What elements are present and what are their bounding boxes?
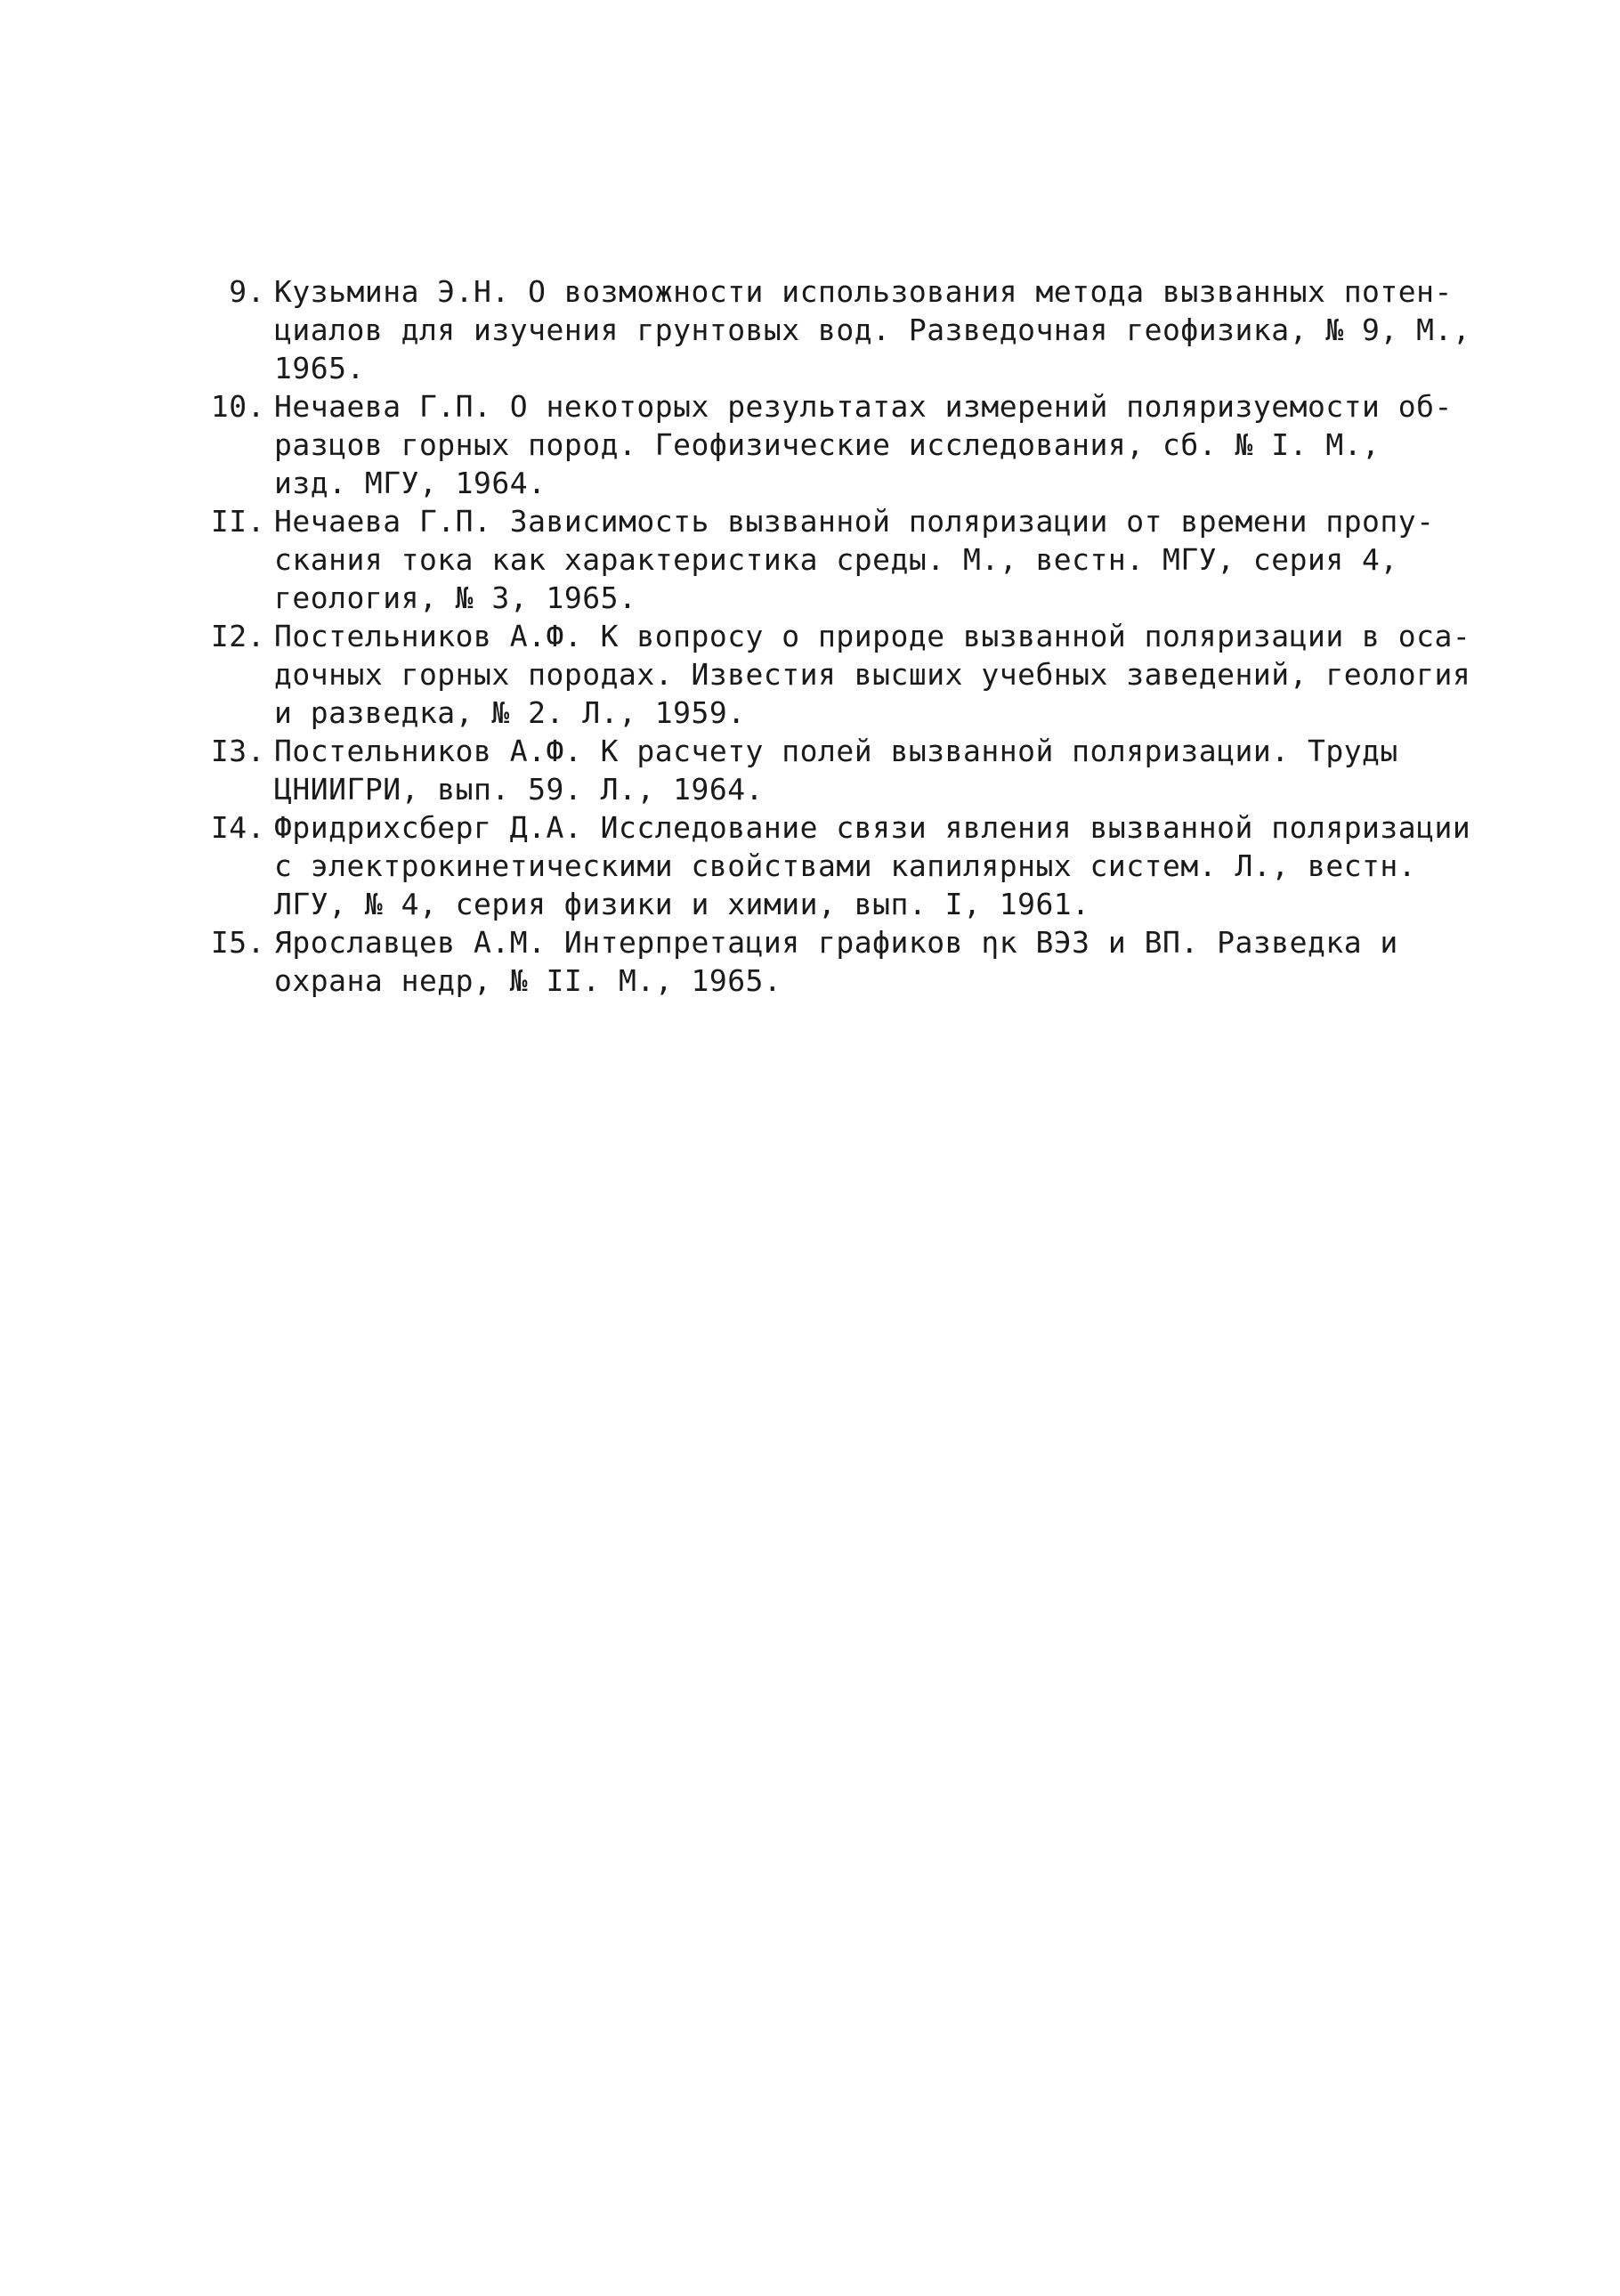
reference-text-line: скания тока как характеристика среды. М., вестн. МГУ, серия 4, — [274, 542, 1398, 577]
reference-text-line: циалов для изучения грунтовых вод. Разведочная геофизика, № 9, М., — [274, 312, 1471, 347]
reference-text-line: дочных горных породах. Известия высших учебных заведений, геология — [274, 657, 1471, 692]
reference-item-9 — [210, 272, 1471, 387]
reference-item-10 — [210, 387, 1453, 502]
reference-text-line: Нечаева Г.П. Зависимость вызванной поляризации от времени пропу- — [274, 504, 1435, 539]
reference-text-line: и разведка, № 2. Л., 1959. — [274, 695, 746, 730]
reference-text-line: ЦНИИГРИ, вып. 59. Л., 1964. — [274, 772, 764, 807]
reference-text-line: ЛГУ, № 4, серия физики и химии, вып. I, 1961. — [274, 887, 1090, 921]
reference-text-line: геология, № 3, 1965. — [274, 580, 637, 615]
reference-item-12 — [210, 617, 1471, 732]
reference-number: 9. — [229, 274, 265, 309]
reference-text-line: Фридрихсберг Д.А. Исследование связи явления вызванной поляризации — [274, 810, 1471, 845]
reference-item-15 — [210, 923, 1398, 1000]
reference-text-line: Нечаева Г.П. О некоторых результатах измерений поляризуемости об- — [274, 389, 1453, 424]
reference-item-14 — [210, 808, 1471, 923]
reference-number: I5. — [210, 925, 265, 960]
reference-number: I3. — [210, 734, 265, 768]
reference-text-line: 1965. — [274, 351, 365, 385]
reference-number: 10. — [210, 389, 265, 424]
reference-item-13 — [210, 732, 1398, 808]
reference-number: I2. — [210, 619, 265, 653]
reference-text-line: разцов горных пород. Геофизические исследования, сб. № I. М., — [274, 427, 1381, 462]
reference-text-line: Кузьмина Э.Н. О возможности использования метода вызванных потен- — [274, 274, 1453, 309]
reference-text-line: изд. МГУ, 1964. — [274, 466, 547, 500]
reference-item-11 — [210, 502, 1435, 617]
reference-number: I4. — [210, 810, 265, 845]
reference-text-line: с электрокинетическими свойствами капилярных систем. Л., вестн. — [274, 848, 1417, 883]
reference-text-line: Ярославцев А.М. Интерпретация графиков ηк ВЭЗ и ВП. Разведка и — [274, 925, 1398, 960]
reference-number: II. — [210, 504, 265, 539]
reference-text-line: Постельников А.Ф. К вопросу о природе вызванной поляризации в оса- — [274, 619, 1471, 653]
reference-list — [210, 272, 1471, 1000]
reference-text-line: Постельников А.Ф. К расчету полей вызванной поляризации. Труды — [274, 734, 1398, 768]
reference-text-line: охрана недр, № II. М., 1965. — [274, 963, 782, 998]
